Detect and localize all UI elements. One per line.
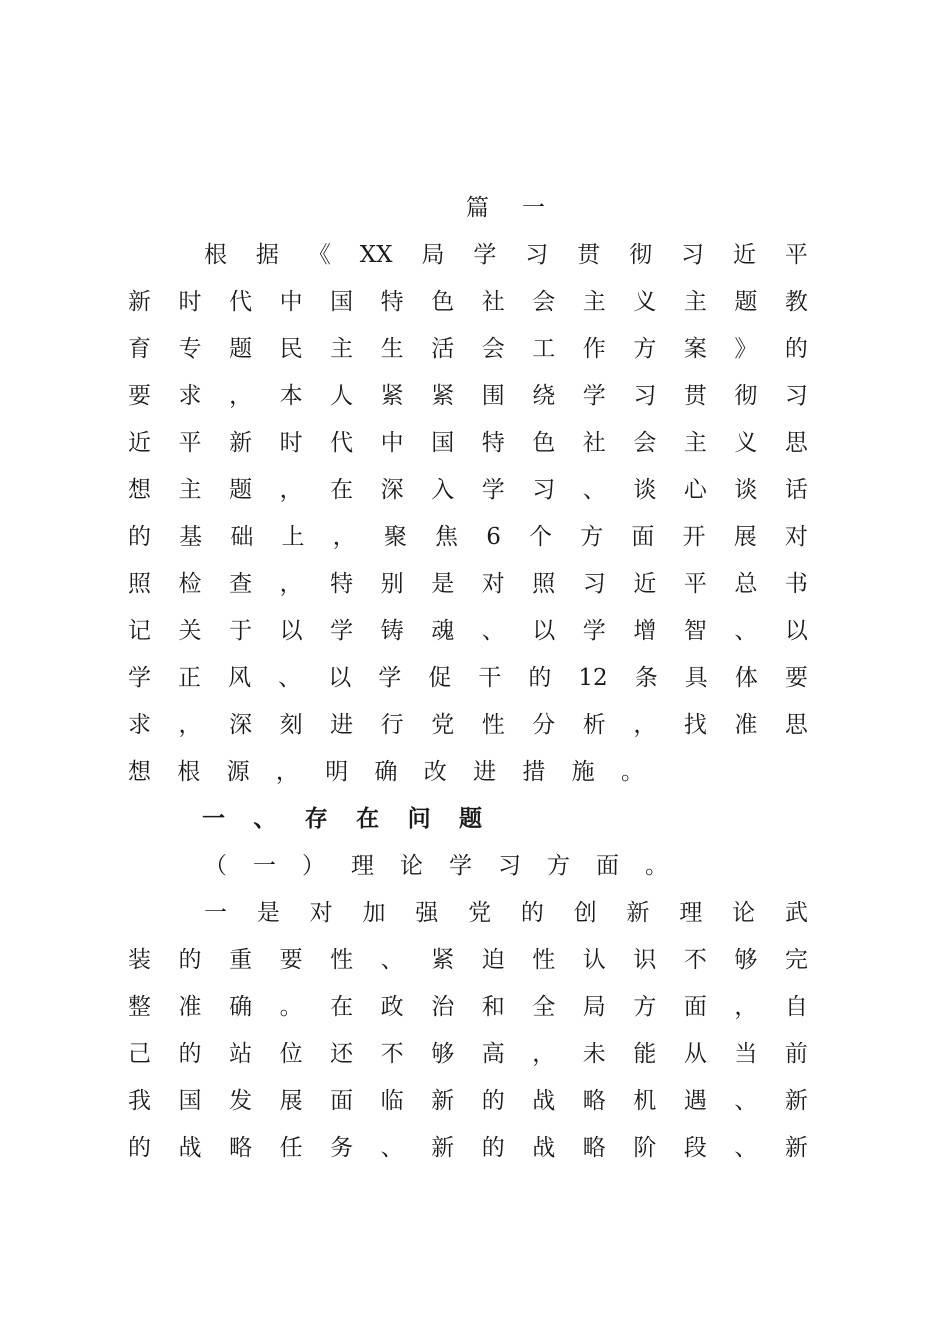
paragraph-line: 根 据 《 XX 局 学 习 贯 彻 习 近 平 xyxy=(204,242,808,268)
section-heading: 一 、 存 在 问 题 xyxy=(202,806,482,832)
paragraph-line: 装 的 重 要 性 、 紧 迫 性 认 识 不 够 完 xyxy=(128,947,808,973)
paragraph-line: 新 时 代 中 国 特 色 社 会 主 义 主 题 教 xyxy=(128,289,808,315)
subsection-heading: （ 一 ） 理 论 学 习 方 面 。 xyxy=(204,853,668,879)
paragraph-line: 求 ， 深 刻 进 行 党 性 分 析 ， 找 准 思 xyxy=(128,712,808,738)
paragraph-line: 的 战 略 任 务 、 新 的 战 略 阶 段 、 新 xyxy=(128,1135,808,1161)
paragraph-line: 我 国 发 展 面 临 新 的 战 略 机 遇 、 新 xyxy=(128,1088,808,1114)
paragraph-line: 的 基 础 上 ， 聚 焦 6 个 方 面 开 展 对 xyxy=(128,524,808,550)
paragraph-line: 己 的 站 位 还 不 够 高 ， 未 能 从 当 前 xyxy=(128,1041,808,1067)
paragraph-line: 整 准 确 。 在 政 治 和 全 局 方 面 ， 自 xyxy=(128,994,808,1020)
paragraph-line: 想 主 题 ， 在 深 入 学 习 、 谈 心 谈 话 xyxy=(128,477,808,503)
paragraph-line: 要 求 ， 本 人 紧 紧 围 绕 学 习 贯 彻 习 xyxy=(128,383,808,409)
paragraph-line: 照 检 查 ， 特 别 是 对 照 习 近 平 总 书 xyxy=(128,571,808,597)
paragraph-line: 记 关 于 以 学 铸 魂 、 以 学 增 智 、 以 xyxy=(128,618,808,644)
paragraph-line: 近 平 新 时 代 中 国 特 色 社 会 主 义 思 xyxy=(128,430,808,456)
paragraph-line: 学 正 风 、 以 学 促 干 的 12 条 具 体 要 xyxy=(128,665,808,691)
document-title: 篇 一 xyxy=(466,195,545,221)
paragraph-line: 一 是 对 加 强 党 的 创 新 理 论 武 xyxy=(204,900,808,926)
paragraph-line: 育 专 题 民 主 生 活 会 工 作 方 案 》 的 xyxy=(128,336,808,362)
paragraph-line: 想 根 源 ， 明 确 改 进 措 施 。 xyxy=(128,759,644,785)
